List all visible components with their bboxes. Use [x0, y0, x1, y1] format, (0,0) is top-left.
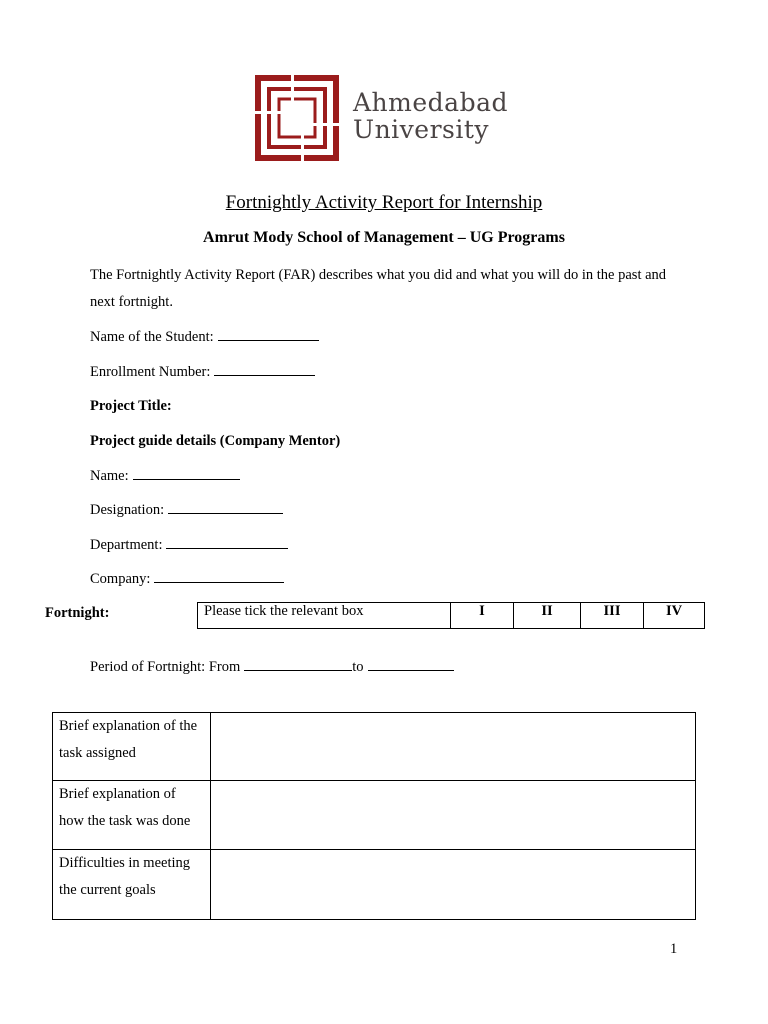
student-name-field	[90, 328, 319, 346]
logo-emblem-icon	[253, 73, 341, 163]
fortnight-option-1[interactable]: I	[451, 603, 514, 629]
table-row	[53, 713, 696, 781]
fortnight-option-2[interactable]: II	[514, 603, 581, 629]
report-table	[52, 712, 696, 920]
row-label-difficulties: Difficulties in meeting the current goals	[53, 850, 211, 920]
intro-paragraph: The Fortnightly Activity Report (FAR) describes what you did and what you will do in the past and next fortnight.	[90, 267, 667, 310]
period-field	[90, 658, 454, 676]
period-from-label: Period of Fortnight: From	[90, 659, 241, 675]
company-label: Company:	[90, 571, 151, 587]
enrollment-label: Enrollment Number:	[90, 364, 211, 380]
department-field	[90, 536, 288, 554]
mentor-name-label: Name:	[90, 468, 129, 484]
response-cell-how-done[interactable]	[211, 781, 696, 850]
department-blank[interactable]	[166, 536, 288, 549]
logo-wordmark-line2: University	[353, 115, 490, 144]
designation-blank[interactable]	[168, 501, 283, 514]
fortnight-option-3[interactable]: III	[581, 603, 644, 629]
project-title-label: Project Title:	[90, 398, 172, 414]
fortnight-tick-table	[197, 602, 705, 629]
enrollment-field	[90, 363, 315, 381]
company-blank[interactable]	[154, 570, 284, 583]
student-name-label: Name of the Student:	[90, 329, 214, 345]
report-subtitle: Amrut Mody School of Management – UG Programs	[203, 229, 565, 246]
row-label-task-assigned: Brief explanation of the task assigned	[53, 713, 211, 781]
row-label-how-done: Brief explanation of how the task was done	[53, 781, 211, 850]
designation-label: Designation:	[90, 502, 165, 518]
designation-field	[90, 501, 283, 519]
mentor-name-blank[interactable]	[133, 467, 240, 480]
period-to-blank[interactable]	[368, 658, 454, 671]
report-title: Fortnightly Activity Report for Internship	[225, 192, 543, 213]
page-number: 1	[670, 941, 678, 957]
mentor-name-field	[90, 467, 240, 485]
logo-wordmark-line1: Ahmedabad	[353, 88, 508, 117]
enrollment-blank[interactable]	[214, 363, 315, 376]
table-row	[53, 850, 696, 920]
company-field	[90, 570, 284, 588]
fortnight-option-4[interactable]: IV	[644, 603, 705, 629]
table-row	[53, 781, 696, 850]
response-cell-task-assigned[interactable]	[211, 713, 696, 781]
period-to-label: to	[352, 659, 364, 675]
period-from-blank[interactable]	[244, 658, 352, 671]
guide-details-heading: Project guide details (Company Mentor)	[90, 433, 341, 449]
fortnight-label: Fortnight:	[45, 605, 110, 621]
response-cell-difficulties[interactable]	[211, 850, 696, 920]
university-logo	[253, 73, 341, 163]
student-name-blank[interactable]	[218, 328, 319, 341]
department-label: Department:	[90, 537, 163, 553]
tick-instruction: Please tick the relevant box	[198, 603, 451, 629]
